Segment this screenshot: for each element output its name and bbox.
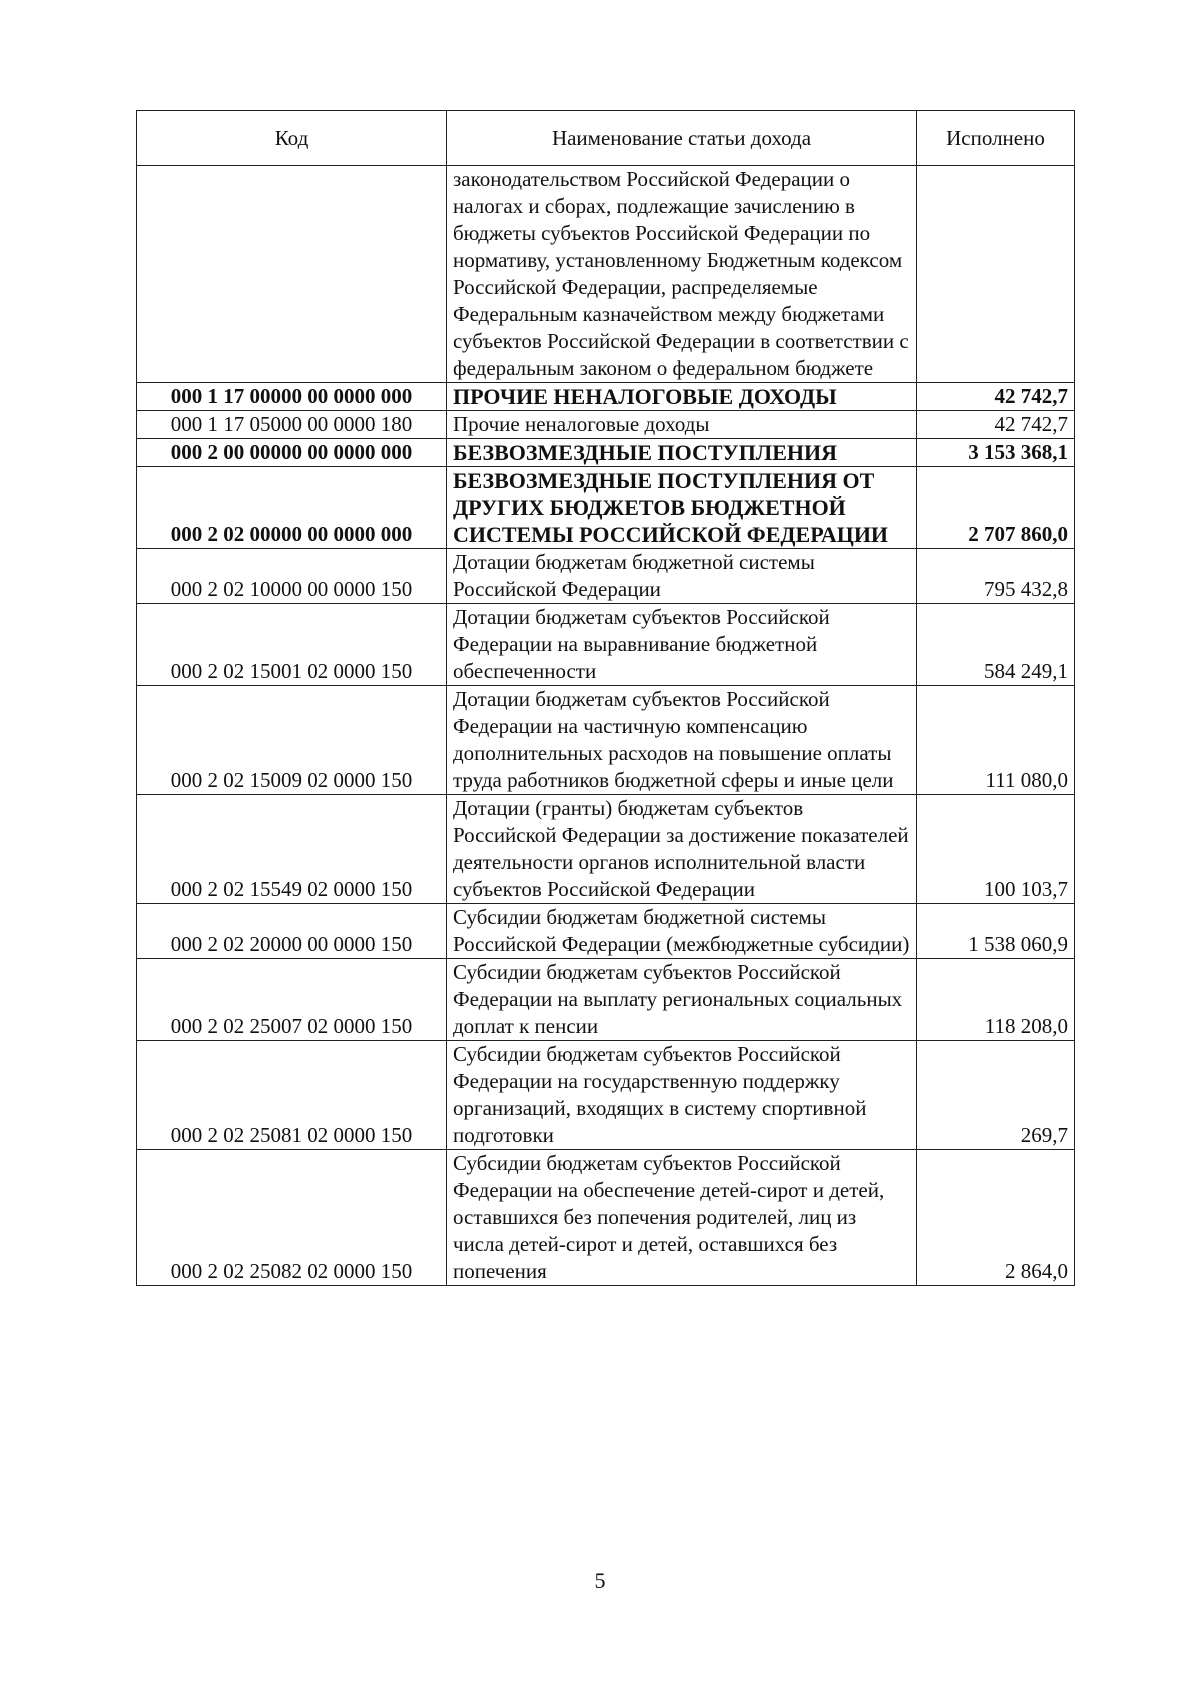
row-value: 100 103,7	[917, 795, 1075, 904]
row-name: законодательством Российской Федерации о налогах и сборах, подлежащие зачислению в бюджеты субъектов Российской Федерации по нормативу, установленному Бюджетным кодексом Российской Федерации, распределяемые Федеральным казначейством между бюджетами субъектов Российской Федерации в соответствии с федеральным законом о федеральном бюджете	[447, 166, 917, 383]
row-name: БЕЗВОЗМЕЗДНЫЕ ПОСТУПЛЕНИЯ ОТ ДРУГИХ БЮДЖЕТОВ БЮДЖЕТНОЙ СИСТЕМЫ РОССИЙСКОЙ ФЕДЕРАЦИИ	[447, 467, 917, 549]
row-name: Субсидии бюджетам субъектов Российской Федерации на выплату региональных социальных доплат к пенсии	[447, 959, 917, 1041]
row-code: 000 2 02 25007 02 0000 150	[137, 959, 447, 1041]
row-value: 1 538 060,9	[917, 904, 1075, 959]
page-number: 5	[594, 1568, 606, 1593]
table-row	[137, 166, 1075, 383]
row-name: Субсидии бюджетам субъектов Российской Федерации на государственную поддержку организаций, входящих в систему спортивной подготовки	[447, 1041, 917, 1150]
row-name: Прочие неналоговые доходы	[447, 411, 917, 439]
revenue-table	[136, 110, 1075, 1286]
row-value	[917, 166, 1075, 383]
table-header-row	[137, 111, 1075, 166]
row-code: 000 2 02 15009 02 0000 150	[137, 686, 447, 795]
table-row	[137, 411, 1075, 439]
row-name: ПРОЧИЕ НЕНАЛОГОВЫЕ ДОХОДЫ	[447, 383, 917, 411]
row-code: 000 1 17 00000 00 0000 000	[137, 383, 447, 411]
header-name: Наименование статьи дохода	[447, 111, 917, 166]
table-row	[137, 383, 1075, 411]
row-code: 000 2 02 10000 00 0000 150	[137, 549, 447, 604]
row-value: 584 249,1	[917, 604, 1075, 686]
table-row	[137, 439, 1075, 467]
row-code: 000 2 02 25081 02 0000 150	[137, 1041, 447, 1150]
row-value: 269,7	[917, 1041, 1075, 1150]
table-row	[137, 686, 1075, 795]
row-code: 000 2 02 00000 00 0000 000	[137, 467, 447, 549]
row-name: Дотации (гранты) бюджетам субъектов Российской Федерации за достижение показателей деятельности органов исполнительной власти субъектов Российской Федерации	[447, 795, 917, 904]
row-code: 000 2 02 15001 02 0000 150	[137, 604, 447, 686]
row-name: Субсидии бюджетам бюджетной системы Российской Федерации (межбюджетные субсидии)	[447, 904, 917, 959]
row-name: Дотации бюджетам субъектов Российской Федерации на выравнивание бюджетной обеспеченности	[447, 604, 917, 686]
row-code: 000 2 00 00000 00 0000 000	[137, 439, 447, 467]
row-value: 42 742,7	[917, 383, 1075, 411]
row-name: Субсидии бюджетам субъектов Российской Федерации на обеспечение детей-сирот и детей, оставшихся без попечения родителей, лиц из числа детей-сирот и детей, оставшихся без попечения	[447, 1150, 917, 1286]
table-row	[137, 904, 1075, 959]
row-value: 42 742,7	[917, 411, 1075, 439]
row-value: 118 208,0	[917, 959, 1075, 1041]
row-name: Дотации бюджетам субъектов Российской Федерации на частичную компенсацию дополнительных расходов на повышение оплаты труда работников бюджетной сферы и иные цели	[447, 686, 917, 795]
header-value: Исполнено	[917, 111, 1075, 166]
row-value: 111 080,0	[917, 686, 1075, 795]
table-row	[137, 795, 1075, 904]
table-row	[137, 1041, 1075, 1150]
table-row	[137, 604, 1075, 686]
row-code: 000 2 02 25082 02 0000 150	[137, 1150, 447, 1286]
row-value: 3 153 368,1	[917, 439, 1075, 467]
table-row	[137, 959, 1075, 1041]
row-value: 2 707 860,0	[917, 467, 1075, 549]
table-row	[137, 1150, 1075, 1286]
row-code: 000 2 02 20000 00 0000 150	[137, 904, 447, 959]
row-name: Дотации бюджетам бюджетной системы Российской Федерации	[447, 549, 917, 604]
row-code	[137, 166, 447, 383]
row-code: 000 1 17 05000 00 0000 180	[137, 411, 447, 439]
row-code: 000 2 02 15549 02 0000 150	[137, 795, 447, 904]
table-row	[137, 549, 1075, 604]
header-code: Код	[137, 111, 447, 166]
table-row	[137, 467, 1075, 549]
row-value: 2 864,0	[917, 1150, 1075, 1286]
row-name: БЕЗВОЗМЕЗДНЫЕ ПОСТУПЛЕНИЯ	[447, 439, 917, 467]
row-value: 795 432,8	[917, 549, 1075, 604]
